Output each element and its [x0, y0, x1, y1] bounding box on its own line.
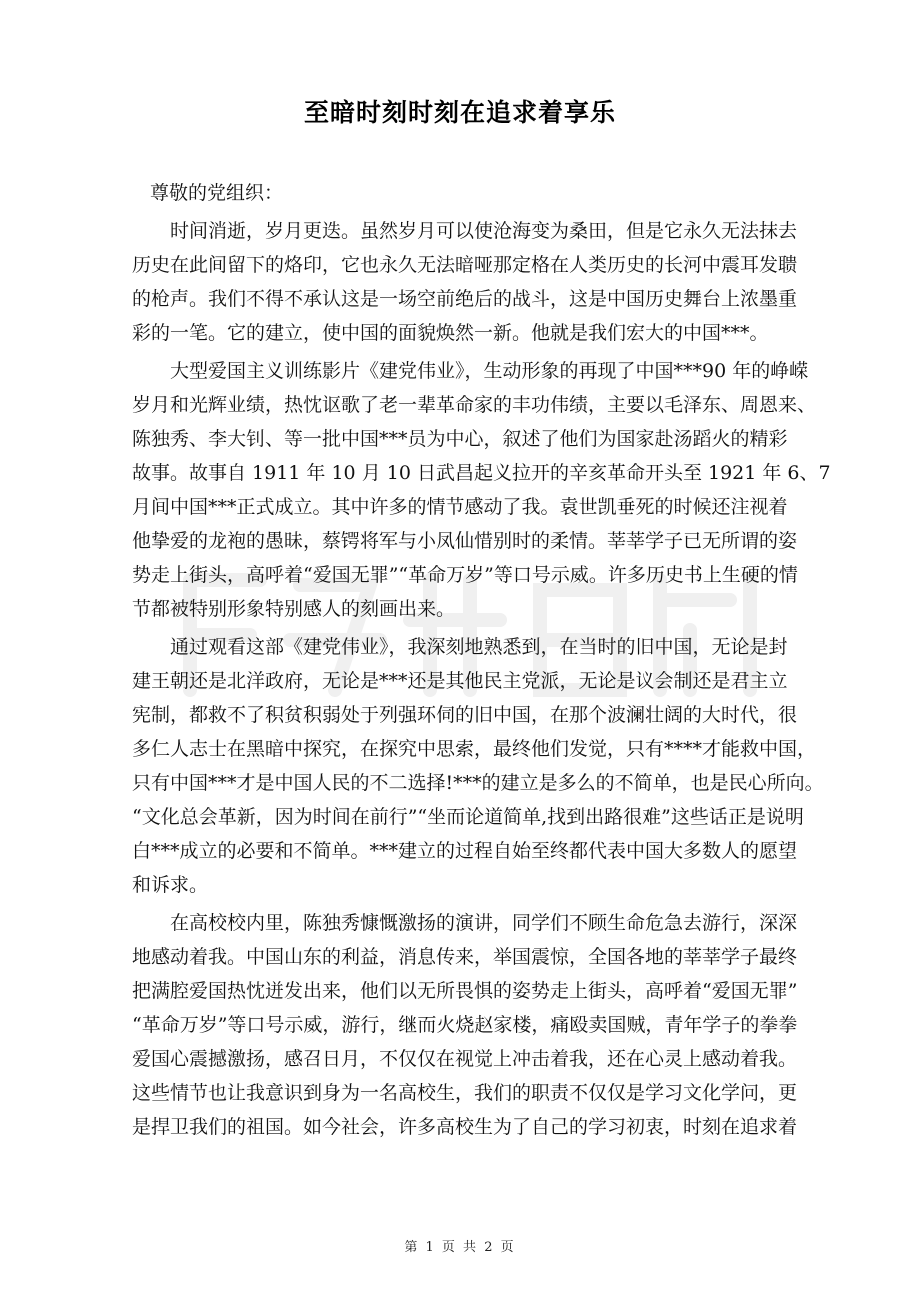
paragraph-line: 彩的一笔。它的建立，使中国的面貌焕然一新。他就是我们宏大的中国***。	[132, 322, 769, 344]
paragraph-line: 故事。故事自 1911 年 10 月 10 日武昌起义拉开的辛亥革命开头至 1921 年 6、7	[132, 462, 831, 484]
paragraph-line: 把满腔爱国热忱迸发出来，他们以无所畏惧的姿势走上街头，高呼着“爱国无罪”	[132, 980, 798, 1002]
paragraph-line: 节都被特别形象特别感人的刻画出来。	[132, 598, 456, 620]
paragraph-line: 陈独秀、李大钊、等一批中国***员为中心，叙述了他们为国家赴汤蹈火的精彩	[132, 428, 788, 450]
paragraph-line: 势走上街头，高呼着“爱国无罪”“革命万岁”等口号示威。许多历史书上生硬的情	[132, 564, 798, 586]
paragraph-line: 建王朝还是北洋政府，无论是***还是其他民主党派，无论是议会制还是君主立	[132, 670, 788, 692]
paragraph-line: 岁月和光辉业绩，热忱讴歌了老一辈革命家的丰功伟绩，主要以毛泽东、周恩来、	[132, 394, 817, 416]
paragraph-line: 白***成立的必要和不简单。***建立的过程自始至终都代表中国大多数人的愿望	[132, 840, 798, 862]
paragraph-line: 爱国心震撼激扬，感召日月，不仅仅在视觉上冲击着我，还在心灵上感动着我。	[132, 1048, 798, 1070]
paragraph-line: “文化总会革新，因为时间在前行”“坐而论道简单,找到出路很难”这些话正是说明	[132, 806, 804, 828]
paragraph-line: 月间中国***正式成立。其中许多的情节感动了我。袁世凯垂死的时候还注视着	[132, 496, 788, 518]
paragraph-line: 通过观看这部《建党伟业》，我深刻地熟悉到，在当时的旧中国，无论是封	[170, 636, 788, 658]
paragraph-line: 他挚爱的龙袍的愚昧，蔡锷将军与小凤仙惜别时的柔情。莘莘学子已无所谓的姿	[132, 530, 798, 552]
paragraph-line: 只有中国***才是中国人民的不二选择!***的建立是多么的不简单，也是民心所向。	[132, 772, 824, 794]
paragraph-line: 和诉求。	[132, 874, 209, 896]
paragraph-line: 多仁人志士在黑暗中探究，在探究中思索，最终他们发觉，只有****才能救中国，	[132, 738, 817, 760]
paragraph-line: 时间消逝，岁月更迭。虽然岁月可以使沧海变为桑田，但是它永久无法抹去	[170, 220, 798, 242]
paragraph-line: “革命万岁”等口号示威，游行，继而火烧赵家楼，痛殴卖国贼，青年学子的拳拳	[132, 1014, 798, 1036]
salutation: 尊敬的党组织：	[150, 182, 284, 204]
document-title: 至暗时刻时刻在追求着享乐	[303, 98, 616, 127]
paragraph-line: 宪制，都救不了积贫积弱处于列强环伺的旧中国，在那个波澜壮阔的大时代，很	[132, 704, 798, 726]
paragraph-line: 的枪声。我们不得不承认这是一场空前绝后的战斗，这是中国历史舞台上浓墨重	[132, 288, 798, 310]
page-footer: 第 1 页 共 2 页	[404, 1240, 516, 1255]
paragraph-line: 是捍卫我们的祖国。如今社会，许多高校生为了自己的学习初衷，时刻在追求着	[132, 1116, 798, 1138]
paragraph-line: 大型爱国主义训练影片《建党伟业》，生动形象的再现了中国***90 年的峥嵘	[170, 360, 809, 382]
paragraph-line: 历史在此间留下的烙印，它也永久无法暗哑那定格在人类历史的长河中震耳发聩	[132, 254, 798, 276]
paragraph-line: 地感动着我。中国山东的利益，消息传来，举国震惊，全国各地的莘莘学子最终	[132, 946, 798, 968]
paragraph-line: 在高校校内里，陈独秀慷慨激扬的演讲，同学们不顾生命危急去游行，深深	[170, 912, 798, 934]
paragraph-line: 这些情节也让我意识到身为一名高校生，我们的职责不仅仅是学习文化学问，更	[132, 1082, 798, 1104]
